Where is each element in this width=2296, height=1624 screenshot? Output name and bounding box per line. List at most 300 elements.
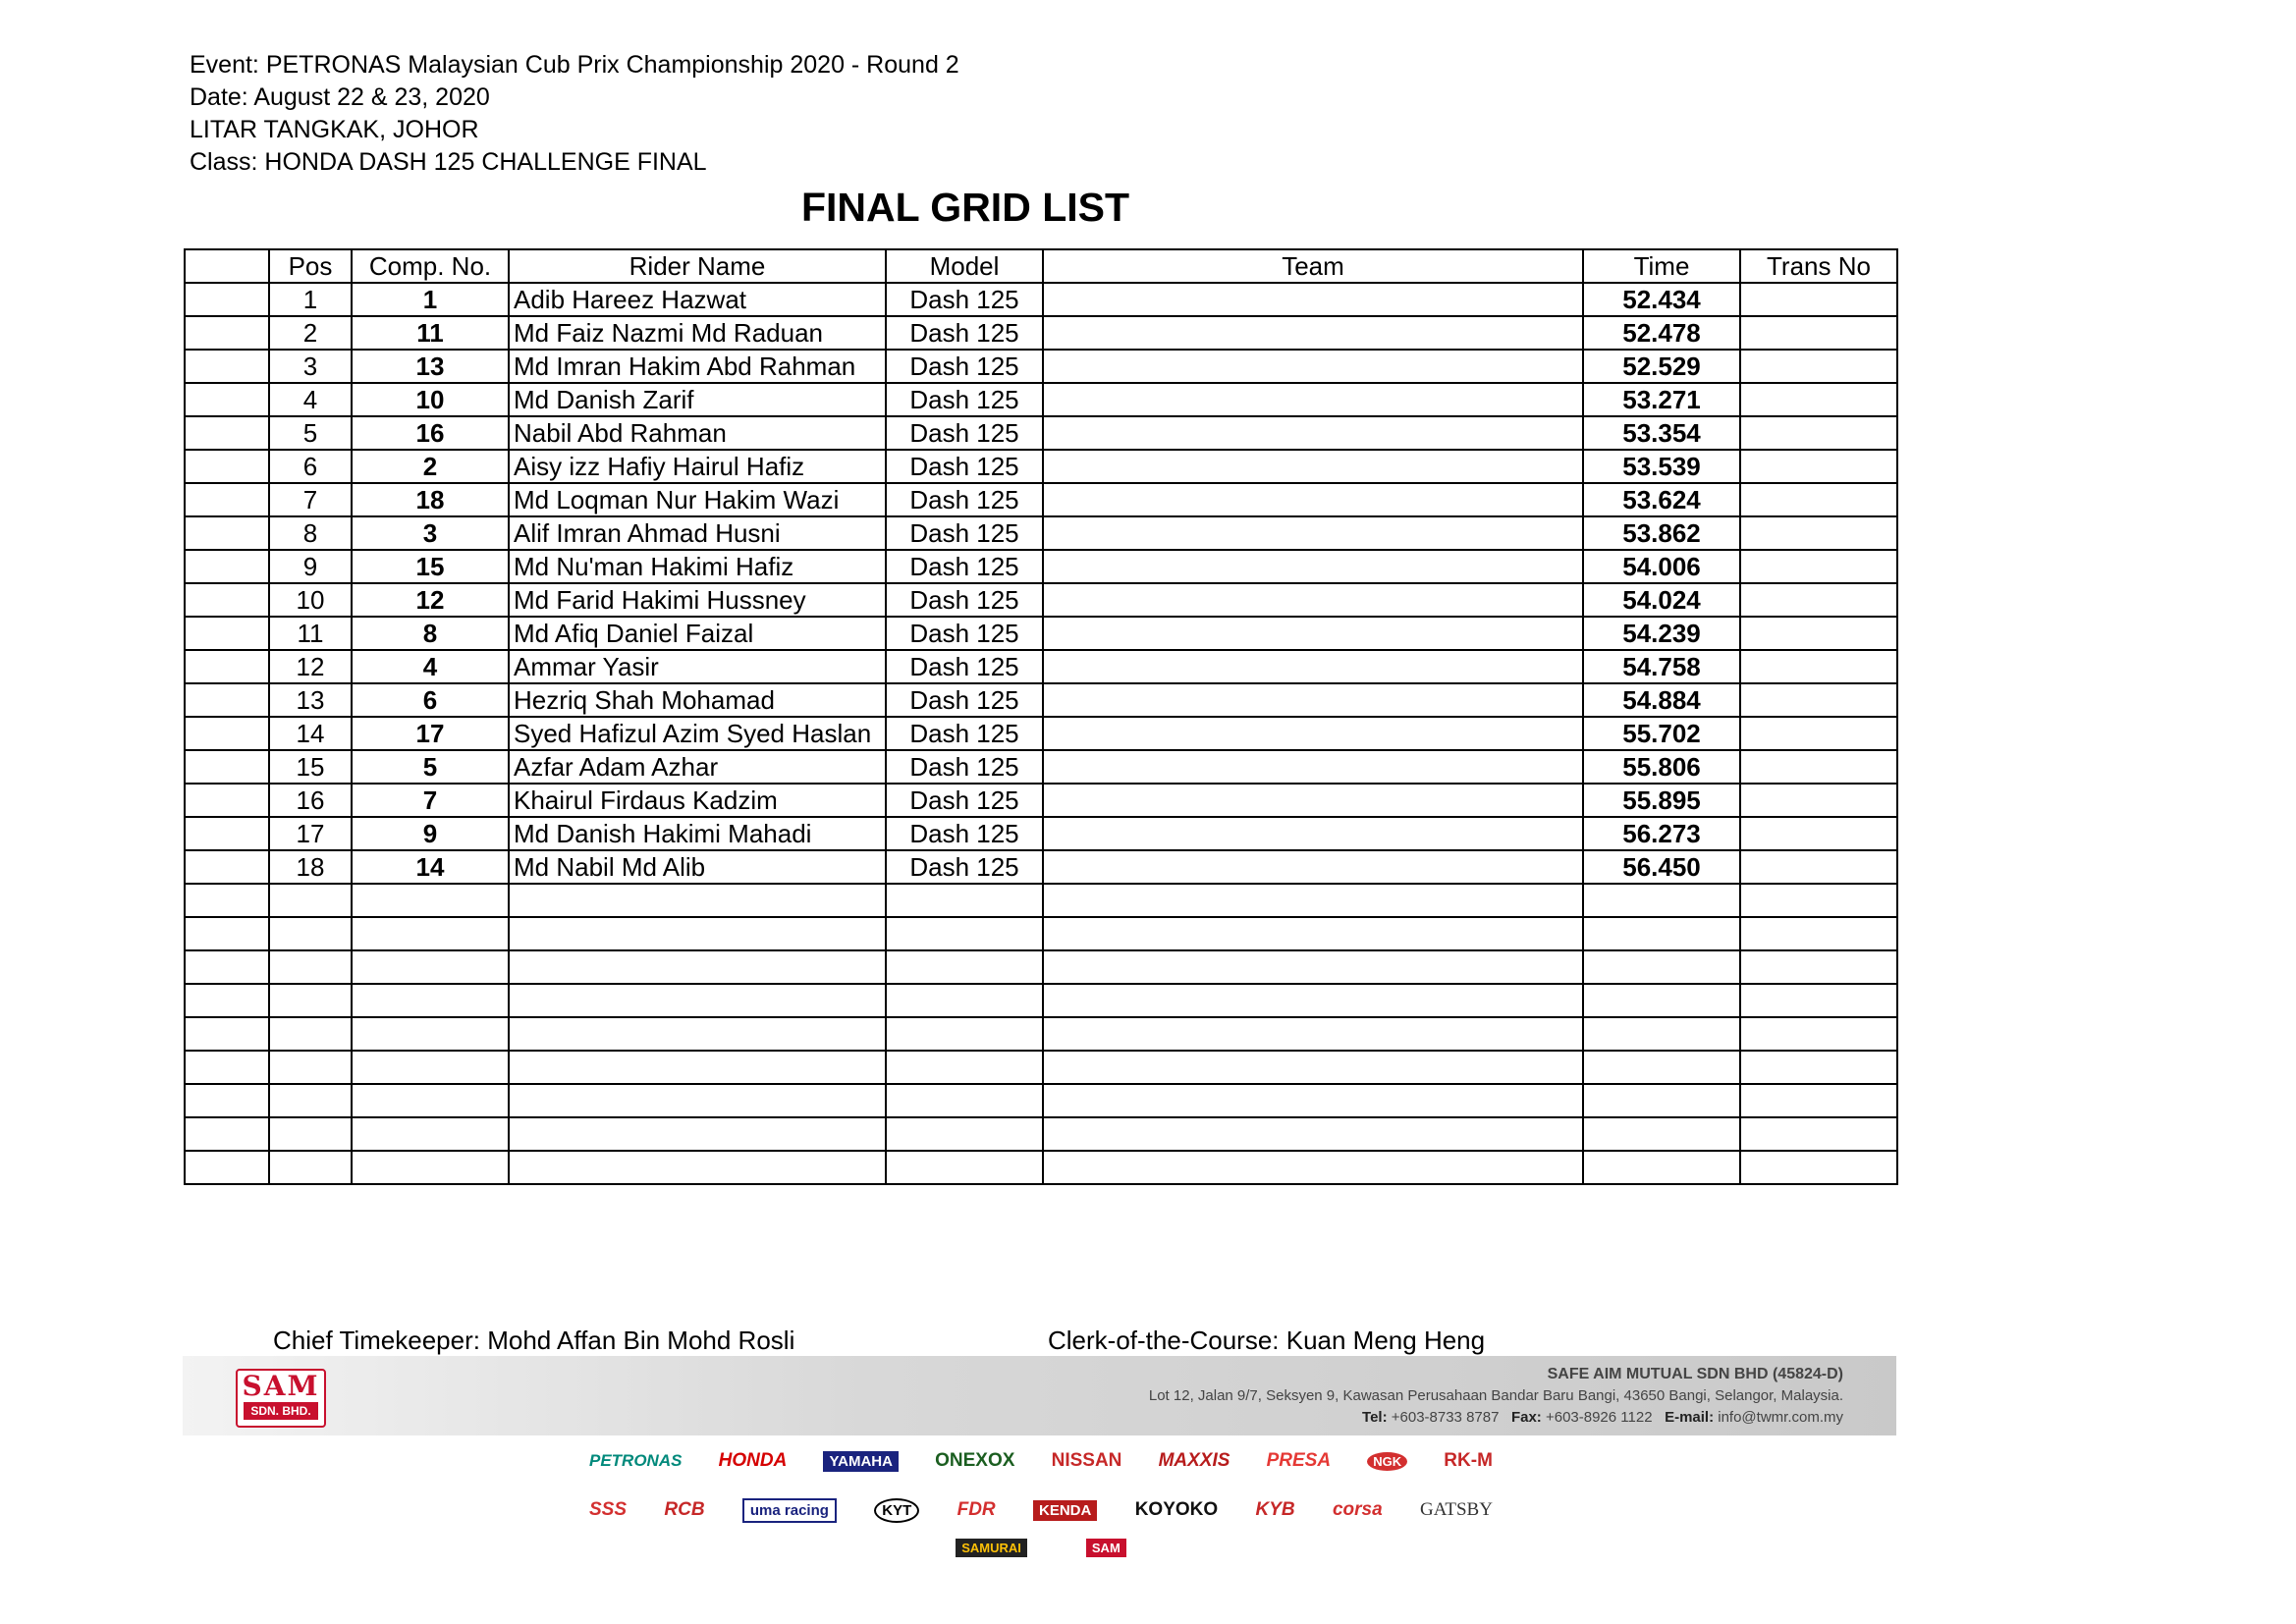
empty-table-row [185, 884, 1897, 917]
column-header-time: Time [1583, 249, 1740, 283]
empty-cell [1043, 1151, 1583, 1184]
rider-name-cell: Nabil Abd Rahman [509, 416, 886, 450]
sponsor-logos-row-3 [589, 1534, 1493, 1561]
comp-no-cell: 8 [352, 617, 509, 650]
row-blank-cell [185, 650, 269, 683]
rider-name-cell: Md Imran Hakim Abd Rahman [509, 350, 886, 383]
empty-table-row [185, 950, 1897, 984]
pos-cell: 3 [269, 350, 352, 383]
empty-cell [185, 984, 269, 1017]
time-cell: 54.239 [1583, 617, 1740, 650]
comp-no-cell: 9 [352, 817, 509, 850]
empty-cell [1583, 884, 1740, 917]
pos-cell: 15 [269, 750, 352, 784]
rider-name-cell: Adib Hareez Hazwat [509, 283, 886, 316]
sam-logo-text: SAM [242, 1370, 320, 1402]
trans-no-cell [1740, 383, 1897, 416]
comp-no-cell: 17 [352, 717, 509, 750]
comp-no-cell: 1 [352, 283, 509, 316]
empty-cell [352, 917, 509, 950]
empty-cell [1043, 950, 1583, 984]
table-row [185, 817, 1897, 850]
trans-no-cell [1740, 316, 1897, 350]
empty-cell [1583, 950, 1740, 984]
team-cell [1043, 650, 1583, 683]
chief-timekeeper: Chief Timekeeper: Mohd Affan Bin Mohd Rosli [273, 1326, 795, 1355]
table-row [185, 483, 1897, 516]
team-cell [1043, 516, 1583, 550]
empty-cell [269, 950, 352, 984]
tel-value: +603-8733 8787 [1391, 1409, 1500, 1426]
comp-no-cell: 12 [352, 583, 509, 617]
rider-name-cell: Hezriq Shah Mohamad [509, 683, 886, 717]
fax-label: Fax: [1510, 1409, 1542, 1426]
empty-cell [185, 917, 269, 950]
comp-no-cell: 13 [352, 350, 509, 383]
rider-name-cell: Aisy izz Hafiy Hairul Hafiz [509, 450, 886, 483]
team-cell [1043, 550, 1583, 583]
row-blank-cell [185, 516, 269, 550]
column-header [185, 249, 269, 283]
rider-name-cell: Alif Imran Ahmad Husni [509, 516, 886, 550]
empty-cell [185, 1051, 269, 1084]
empty-table-row [185, 984, 1897, 1017]
model-cell: Dash 125 [886, 316, 1043, 350]
empty-cell [886, 1051, 1043, 1084]
team-cell [1043, 383, 1583, 416]
column-header-pos: Pos [269, 249, 352, 283]
time-cell: 53.354 [1583, 416, 1740, 450]
table-row [185, 717, 1897, 750]
clerk-of-course: Clerk-of-the-Course: Kuan Meng Heng [1048, 1326, 1486, 1355]
row-blank-cell [185, 717, 269, 750]
team-cell [1043, 450, 1583, 483]
column-header-model: Model [886, 249, 1043, 283]
time-cell: 52.434 [1583, 283, 1740, 316]
row-blank-cell [185, 850, 269, 884]
empty-cell [509, 1117, 886, 1151]
rider-name-cell: Ammar Yasir [509, 650, 886, 683]
model-cell: Dash 125 [886, 617, 1043, 650]
pos-cell: 18 [269, 850, 352, 884]
trans-no-cell [1740, 683, 1897, 717]
comp-no-cell: 3 [352, 516, 509, 550]
table-row [185, 283, 1897, 316]
pos-cell: 13 [269, 683, 352, 717]
sponsor-logo-petronas: PETRONAS [589, 1451, 683, 1470]
row-blank-cell [185, 450, 269, 483]
empty-cell [886, 1117, 1043, 1151]
pos-cell: 6 [269, 450, 352, 483]
empty-cell [886, 950, 1043, 984]
pos-cell: 11 [269, 617, 352, 650]
empty-cell [185, 1117, 269, 1151]
empty-cell [185, 1151, 269, 1184]
empty-cell [1740, 1084, 1897, 1117]
empty-cell [1043, 884, 1583, 917]
row-blank-cell [185, 750, 269, 784]
team-cell [1043, 850, 1583, 884]
trans-no-cell [1740, 650, 1897, 683]
empty-cell [269, 1084, 352, 1117]
team-cell [1043, 416, 1583, 450]
empty-cell [269, 984, 352, 1017]
empty-cell [269, 1151, 352, 1184]
trans-no-cell [1740, 784, 1897, 817]
row-blank-cell [185, 784, 269, 817]
empty-cell [886, 984, 1043, 1017]
empty-cell [509, 884, 886, 917]
empty-cell [509, 917, 886, 950]
model-cell: Dash 125 [886, 416, 1043, 450]
sponsor-logo-presa: PRESA [1266, 1450, 1332, 1471]
team-cell [1043, 784, 1583, 817]
event-date: Date: August 22 & 23, 2020 [190, 83, 490, 111]
model-cell: Dash 125 [886, 683, 1043, 717]
empty-cell [352, 1051, 509, 1084]
table-row [185, 750, 1897, 784]
empty-cell [185, 950, 269, 984]
company-info [1149, 1364, 1843, 1429]
sponsor-logos-row-1 [589, 1439, 1493, 1483]
table-row [185, 583, 1897, 617]
empty-cell [269, 1117, 352, 1151]
pos-cell: 4 [269, 383, 352, 416]
table-row [185, 416, 1897, 450]
row-blank-cell [185, 316, 269, 350]
sponsor-logo-corsa: corsa [1332, 1499, 1383, 1520]
pos-cell: 9 [269, 550, 352, 583]
sponsor-logo-ngk: NGK [1367, 1452, 1407, 1471]
trans-no-cell [1740, 350, 1897, 383]
sponsor-logo-koyoko: KOYOKO [1134, 1499, 1219, 1520]
pos-cell: 16 [269, 784, 352, 817]
empty-cell [269, 884, 352, 917]
team-cell [1043, 316, 1583, 350]
empty-cell [509, 1017, 886, 1051]
row-blank-cell [185, 283, 269, 316]
time-cell: 56.450 [1583, 850, 1740, 884]
empty-cell [1740, 1017, 1897, 1051]
model-cell: Dash 125 [886, 850, 1043, 884]
sponsor-logo-yamaha: YAMAHA [823, 1451, 898, 1472]
row-blank-cell [185, 350, 269, 383]
sponsor-logo-sam-small: SAM [1086, 1539, 1126, 1557]
sponsor-logo-nissan: NISSAN [1051, 1450, 1122, 1471]
row-blank-cell [185, 416, 269, 450]
model-cell: Dash 125 [886, 717, 1043, 750]
sponsor-logo-uma-racing: uma racing [742, 1498, 837, 1523]
empty-cell [886, 1017, 1043, 1051]
email-label: E-mail: [1665, 1409, 1715, 1426]
comp-no-cell: 18 [352, 483, 509, 516]
empty-cell [352, 1084, 509, 1117]
event-name: Event: PETRONAS Malaysian Cub Prix Championship 2020 - Round 2 [190, 51, 959, 79]
empty-cell [1740, 1051, 1897, 1084]
empty-cell [269, 1017, 352, 1051]
rider-name-cell: Md Danish Zarif [509, 383, 886, 416]
sponsor-logo-kenda: KENDA [1033, 1500, 1097, 1521]
team-cell [1043, 750, 1583, 784]
comp-no-cell: 2 [352, 450, 509, 483]
row-blank-cell [185, 683, 269, 717]
sponsor-logo-gatsby: GATSBY [1420, 1499, 1493, 1520]
empty-cell [1043, 917, 1583, 950]
time-cell: 56.273 [1583, 817, 1740, 850]
table-header-row [185, 249, 1897, 283]
sponsor-logo-sss: SSS [589, 1499, 628, 1520]
table-row [185, 650, 1897, 683]
model-cell: Dash 125 [886, 817, 1043, 850]
empty-cell [1583, 1084, 1740, 1117]
empty-cell [1583, 1151, 1740, 1184]
empty-cell [509, 950, 886, 984]
email-value: info@twmr.com.my [1718, 1409, 1843, 1426]
sponsor-logo-rcb: RCB [664, 1499, 705, 1520]
empty-cell [1740, 984, 1897, 1017]
company-address: Lot 12, Jalan 9/7, Seksyen 9, Kawasan Perusahaan Bandar Baru Bangi, 43650 Bangi, Selangor, Malaysia. [1148, 1387, 1843, 1404]
column-header-rider-name: Rider Name [509, 249, 886, 283]
sponsor-logo-maxxis: MAXXIS [1158, 1450, 1230, 1471]
company-reg: (45824-D) [1772, 1366, 1843, 1382]
company-contact [1149, 1407, 1843, 1429]
empty-cell [1740, 917, 1897, 950]
row-blank-cell [185, 617, 269, 650]
empty-cell [509, 1084, 886, 1117]
page-title: FINAL GRID LIST [800, 185, 1130, 230]
row-blank-cell [185, 483, 269, 516]
time-cell: 54.006 [1583, 550, 1740, 583]
grid-table [184, 248, 1898, 1185]
rider-name-cell: Syed Hafizul Azim Syed Haslan [509, 717, 886, 750]
time-cell: 52.529 [1583, 350, 1740, 383]
team-cell [1043, 283, 1583, 316]
sponsor-logo-samurai: SAMURAI [956, 1539, 1027, 1557]
trans-no-cell [1740, 450, 1897, 483]
empty-cell [1740, 884, 1897, 917]
sponsor-logos-row-2 [589, 1489, 1493, 1532]
table-body [185, 283, 1897, 1184]
comp-no-cell: 7 [352, 784, 509, 817]
trans-no-cell [1740, 416, 1897, 450]
team-cell [1043, 483, 1583, 516]
column-header-trans-no: Trans No [1740, 249, 1897, 283]
empty-cell [185, 1084, 269, 1117]
table-row [185, 683, 1897, 717]
time-cell: 54.758 [1583, 650, 1740, 683]
team-cell [1043, 350, 1583, 383]
team-cell [1043, 583, 1583, 617]
time-cell: 53.624 [1583, 483, 1740, 516]
company-name-line [1149, 1364, 1843, 1385]
model-cell: Dash 125 [886, 750, 1043, 784]
rider-name-cell: Md Nu'man Hakimi Hafiz [509, 550, 886, 583]
pos-cell: 1 [269, 283, 352, 316]
pos-cell: 10 [269, 583, 352, 617]
trans-no-cell [1740, 283, 1897, 316]
row-blank-cell [185, 583, 269, 617]
model-cell: Dash 125 [886, 283, 1043, 316]
company-banner [183, 1356, 1896, 1435]
empty-cell [1583, 984, 1740, 1017]
comp-no-cell: 4 [352, 650, 509, 683]
empty-cell [1740, 1117, 1897, 1151]
empty-cell [1583, 917, 1740, 950]
empty-cell [1043, 984, 1583, 1017]
column-header-comp-no: Comp. No. [352, 249, 509, 283]
trans-no-cell [1740, 850, 1897, 884]
event-class: Class: HONDA DASH 125 CHALLENGE FINAL [190, 148, 707, 176]
sam-logo [236, 1369, 326, 1428]
empty-cell [269, 1051, 352, 1084]
rider-name-cell: Azfar Adam Azhar [509, 750, 886, 784]
trans-no-cell [1740, 617, 1897, 650]
empty-table-row [185, 1151, 1897, 1184]
empty-cell [352, 1117, 509, 1151]
trans-no-cell [1740, 516, 1897, 550]
empty-cell [509, 984, 886, 1017]
comp-no-cell: 5 [352, 750, 509, 784]
empty-table-row [185, 1051, 1897, 1084]
pos-cell: 14 [269, 717, 352, 750]
empty-cell [185, 1017, 269, 1051]
time-cell: 53.271 [1583, 383, 1740, 416]
sponsor-logo-honda: HONDA [718, 1450, 788, 1471]
model-cell: Dash 125 [886, 784, 1043, 817]
table-row [185, 550, 1897, 583]
comp-no-cell: 6 [352, 683, 509, 717]
empty-cell [509, 1051, 886, 1084]
time-cell: 55.895 [1583, 784, 1740, 817]
pos-cell: 12 [269, 650, 352, 683]
empty-cell [1583, 1117, 1740, 1151]
comp-no-cell: 15 [352, 550, 509, 583]
trans-no-cell [1740, 817, 1897, 850]
comp-no-cell: 10 [352, 383, 509, 416]
empty-table-row [185, 1017, 1897, 1051]
empty-cell [886, 1151, 1043, 1184]
sam-logo-subtext: SDN. BHD. [244, 1402, 318, 1420]
empty-table-row [185, 917, 1897, 950]
comp-no-cell: 14 [352, 850, 509, 884]
empty-cell [185, 884, 269, 917]
rider-name-cell: Md Nabil Md Alib [509, 850, 886, 884]
empty-cell [1583, 1017, 1740, 1051]
row-blank-cell [185, 550, 269, 583]
time-cell: 53.539 [1583, 450, 1740, 483]
empty-cell [1043, 1117, 1583, 1151]
comp-no-cell: 16 [352, 416, 509, 450]
rider-name-cell: Md Afiq Daniel Faizal [509, 617, 886, 650]
table-row [185, 516, 1897, 550]
company-name: SAFE AIM MUTUAL SDN BHD [1547, 1366, 1769, 1382]
empty-cell [886, 917, 1043, 950]
table-row [185, 850, 1897, 884]
time-cell: 55.806 [1583, 750, 1740, 784]
model-cell: Dash 125 [886, 550, 1043, 583]
pos-cell: 8 [269, 516, 352, 550]
rider-name-cell: Md Danish Hakimi Mahadi [509, 817, 886, 850]
trans-no-cell [1740, 750, 1897, 784]
rider-name-cell: Md Loqman Nur Hakim Wazi [509, 483, 886, 516]
event-header [190, 49, 959, 179]
trans-no-cell [1740, 483, 1897, 516]
rider-name-cell: Khairul Firdaus Kadzim [509, 784, 886, 817]
empty-cell [352, 950, 509, 984]
pos-cell: 7 [269, 483, 352, 516]
time-cell: 55.702 [1583, 717, 1740, 750]
model-cell: Dash 125 [886, 650, 1043, 683]
rider-name-cell: Md Farid Hakimi Hussney [509, 583, 886, 617]
empty-cell [352, 1017, 509, 1051]
team-cell [1043, 717, 1583, 750]
event-venue: LITAR TANGKAK, JOHOR [190, 116, 479, 143]
model-cell: Dash 125 [886, 383, 1043, 416]
empty-cell [352, 1151, 509, 1184]
comp-no-cell: 11 [352, 316, 509, 350]
model-cell: Dash 125 [886, 350, 1043, 383]
sponsor-logo-kyt: KYT [874, 1498, 919, 1523]
team-cell [1043, 617, 1583, 650]
time-cell: 54.024 [1583, 583, 1740, 617]
table-row [185, 316, 1897, 350]
trans-no-cell [1740, 583, 1897, 617]
table-row [185, 350, 1897, 383]
empty-cell [269, 917, 352, 950]
empty-cell [1043, 1084, 1583, 1117]
sponsor-logo-onexox: ONEXOX [935, 1450, 1015, 1471]
time-cell: 53.862 [1583, 516, 1740, 550]
empty-cell [509, 1151, 886, 1184]
empty-cell [352, 884, 509, 917]
row-blank-cell [185, 383, 269, 416]
tel-label: Tel: [1362, 1409, 1388, 1426]
empty-cell [1043, 1051, 1583, 1084]
trans-no-cell [1740, 550, 1897, 583]
empty-cell [1043, 1017, 1583, 1051]
table-row [185, 450, 1897, 483]
empty-cell [1740, 950, 1897, 984]
empty-cell [352, 984, 509, 1017]
team-cell [1043, 683, 1583, 717]
empty-cell [886, 1084, 1043, 1117]
rider-name-cell: Md Faiz Nazmi Md Raduan [509, 316, 886, 350]
empty-table-row [185, 1084, 1897, 1117]
sponsor-logo-kyb: KYB [1255, 1499, 1295, 1520]
time-cell: 52.478 [1583, 316, 1740, 350]
sponsor-logo-fdr: FDR [957, 1499, 996, 1520]
table-row [185, 784, 1897, 817]
fax-value: +603-8926 1122 [1545, 1409, 1653, 1426]
pos-cell: 2 [269, 316, 352, 350]
pos-cell: 5 [269, 416, 352, 450]
time-cell: 54.884 [1583, 683, 1740, 717]
empty-table-row [185, 1117, 1897, 1151]
column-header-team: Team [1043, 249, 1583, 283]
model-cell: Dash 125 [886, 583, 1043, 617]
trans-no-cell [1740, 717, 1897, 750]
table-row [185, 383, 1897, 416]
empty-cell [1740, 1151, 1897, 1184]
table-row [185, 617, 1897, 650]
empty-cell [886, 884, 1043, 917]
team-cell [1043, 817, 1583, 850]
empty-cell [1583, 1051, 1740, 1084]
model-cell: Dash 125 [886, 483, 1043, 516]
model-cell: Dash 125 [886, 516, 1043, 550]
model-cell: Dash 125 [886, 450, 1043, 483]
pos-cell: 17 [269, 817, 352, 850]
